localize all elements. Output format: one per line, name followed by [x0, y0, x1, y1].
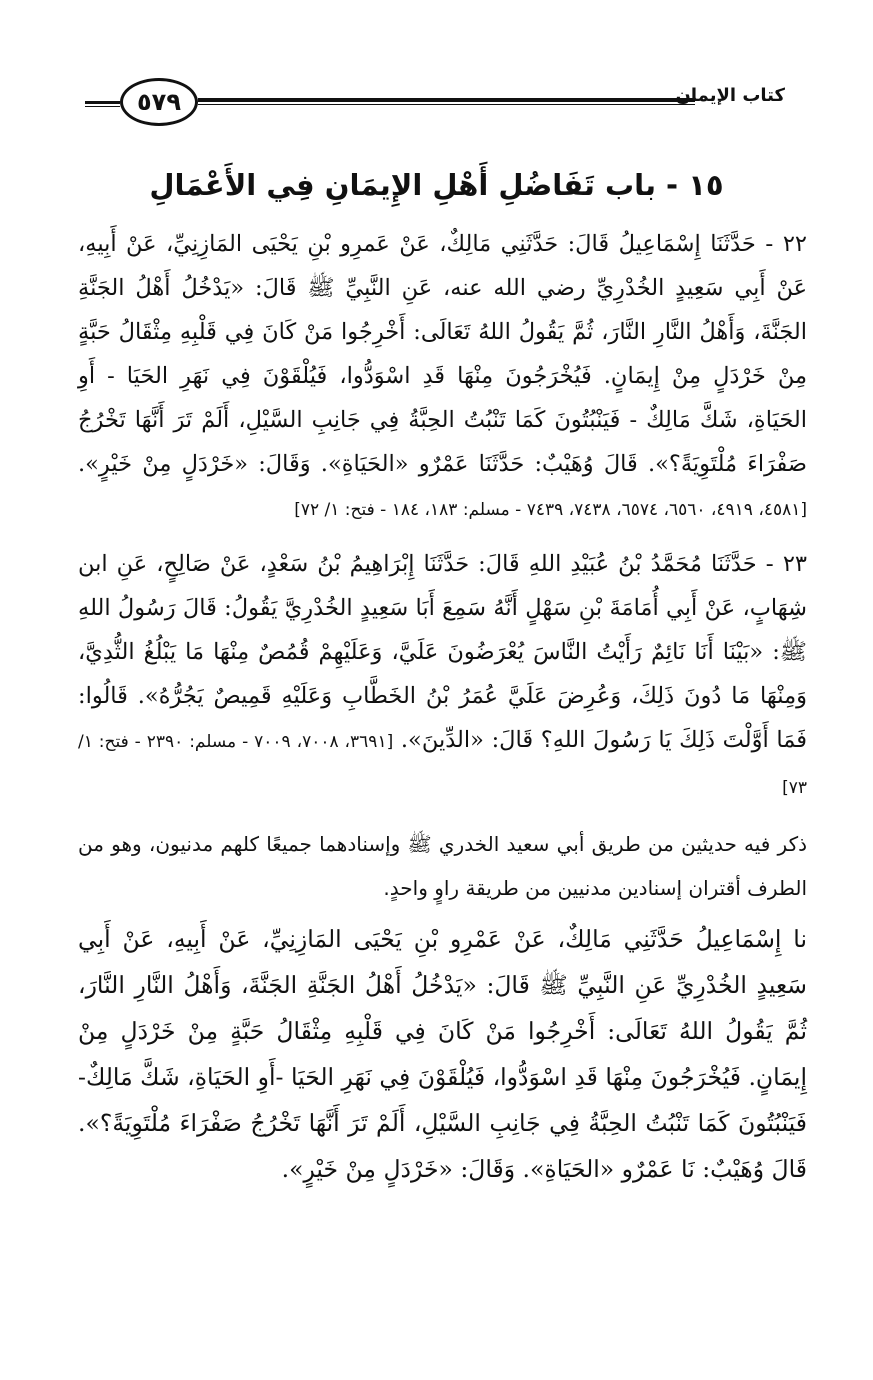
book-title: كتاب الإيمان	[675, 85, 785, 106]
hadith-text: حَدَّثَنَا إِسْمَاعِيلُ قَالَ: حَدَّثَنِي مَالِكٌ، عَنْ عَمرِو بْنِ يَحْيَى المَازِنِيِّ، عَنْ أَبِيهِ، عَنْ أَبِي سَعِيدٍ الخُدْرِيِّ رضي الله عنه، عَنِ النَّبِيِّ ﷺ قَالَ: «يَدْخُلُ أَهْلُ الجَنَّةِ الجَنَّةَ، وَأَهْلُ النَّارِ النَّارَ، ثُمَّ يَقُولُ اللهُ تَعَالَى: أَخْرِجُوا مَنْ كَانَ فِي قَلْبِهِ مِثْقَالُ حَبَّةٍ مِنْ خَرْدَلٍ مِنْ إِيمَانٍ. فَيُخْرَجُونَ مِنْهَا قَدِ اسْوَدُّوا، فَيُلْقَوْنَ فِي نَهَرِ الحَيَا - أَوِ الحَيَاةِ، شَكَّ مَالِكٌ - فَيَنْبُتُونَ كَمَا تَنْبُتُ الحِبَّةُ فِي جَانِبِ السَّيْلِ، أَلَمْ تَرَ أَنَّهَا تَخْرُجُ صَفْرَاءَ مُلْتَوِيَةً؟». قَالَ وُهَيْبٌ: حَدَّثَنَا عَمْرٌو «الحَيَاةِ». وَقَالَ: «خَرْدَلٍ مِنْ خَيْرٍ».	[78, 231, 807, 477]
hadith-number: ٢٣ -	[765, 551, 807, 577]
page-number-badge	[120, 78, 198, 126]
hadith-number: ٢٢ -	[765, 231, 807, 257]
commentary-paragraph: ذكر فيه حديثين من طريق أبي سعيد الخدري ﷺ وإسنادهما جميعًا كلهم مدنيون، وهو من الطرف أقتران إسنادين مدنيين من طريقة راوٍ واحدٍ.	[78, 832, 807, 900]
hadith-text: حَدَّثَنَا مُحَمَّدُ بْنُ عُبَيْدِ اللهِ قَالَ: حَدَّثَنَا إِبْرَاهِيمُ بْنُ سَعْدٍ، عَنْ صَالِحٍ، عَنِ ابن شِهَابٍ، عَنْ أَبِي أُمَامَةَ بْنِ سَهْلٍ أَنَّهُ سَمِعَ أَبَا سَعِيدٍ الخُدْرِيَّ يَقُولُ: قَالَ رَسُولُ اللهِ ﷺ: «بَيْنَا أَنَا نَائِمٌ رَأَيْتُ النَّاسَ يُعْرَضُونَ عَلَيَّ، وَعَلَيْهِمْ قُمُصٌ مِنْهَا مَا يَبْلُغُ الثُّدِيَّ، وَمِنْهَا مَا دُونَ ذَلِكَ، وَعُرِضَ عَلَيَّ عُمَرُ بْنُ الخَطَّابِ وَعَلَيْهِ قَمِيصٌ يَجُرُّهُ». قَالُوا: فَمَا أَوَّلْتَ ذَلِكَ يَا رَسُولَ اللهِ؟ قَالَ: «الدِّينَ».	[78, 551, 808, 753]
quoted-isnad-paragraph: نا إِسْمَاعِيلُ حَدَّثَنِي مَالِكٌ، عَنْ عَمْرِو بْنِ يَحْيَى المَازِنِيِّ، عَنْ أَبِيهِ، عَنْ أَبِي سَعِيدٍ الخُدْرِيِّ عَنِ النَّبِيِّ ﷺ قَالَ: «يَدْخُلُ أَهْلُ الجَنَّةِ الجَنَّةَ، وَأَهْلُ النَّارِ النَّارَ، ثُمَّ يَقُولُ اللهُ تَعَالَى: أَخْرِجُوا مَنْ كَانَ فِي قَلْبِهِ مِثْقَالُ حَبَّةٍ مِنْ خَرْدَلٍ مِنْ إِيمَانٍ. فَيُخْرَجُونَ مِنْهَا قَدِ اسْوَدُّوا، فَيُلْقَوْنَ فِي نَهَرِ الحَيَا -أَوِ الحَيَاةِ، شَكَّ مَالِكٌ- فَيَنْبُتُونَ كَمَا تَنْبُتُ الحِبَّةُ فِي جَانِبِ السَّيْلِ، أَلَمْ تَرَ أَنَّهَا تَخْرُجُ صَفْرَاءَ مُلْتَوِيَةً؟». قَالَ وُهَيْبٌ: نَا عَمْرٌو «الحَيَاةِ». وَقَالَ: «خَرْدَلٍ مِنْ خَيْرٍ».	[78, 925, 807, 1183]
page-body	[78, 222, 807, 1192]
header-rule-left	[85, 101, 120, 107]
header-rule	[198, 98, 695, 105]
hadith-references: [٤٥٨١، ٤٩١٩، ٦٥٦٠، ٦٥٧٤، ٧٤٣٨، ٧٤٣٩ - مسلم: ١٨٣، ١٨٤ - فتح: ١/ ٧٢]	[294, 500, 807, 520]
chapter-heading: ١٥ - باب تَفَاضُلِ أَهْلِ الإِيمَانِ فِي الأَعْمَالِ	[149, 168, 724, 202]
hadith-23	[78, 542, 807, 810]
hadith-22	[78, 222, 807, 532]
page-number: ٥٧٩	[137, 88, 181, 116]
running-header	[85, 70, 785, 130]
hadith-references: [٣٦٩١، ٧٠٠٨، ٧٠٠٩ - مسلم: ٢٣٩٠ - فتح: ١/ ٧٣]	[78, 732, 807, 798]
